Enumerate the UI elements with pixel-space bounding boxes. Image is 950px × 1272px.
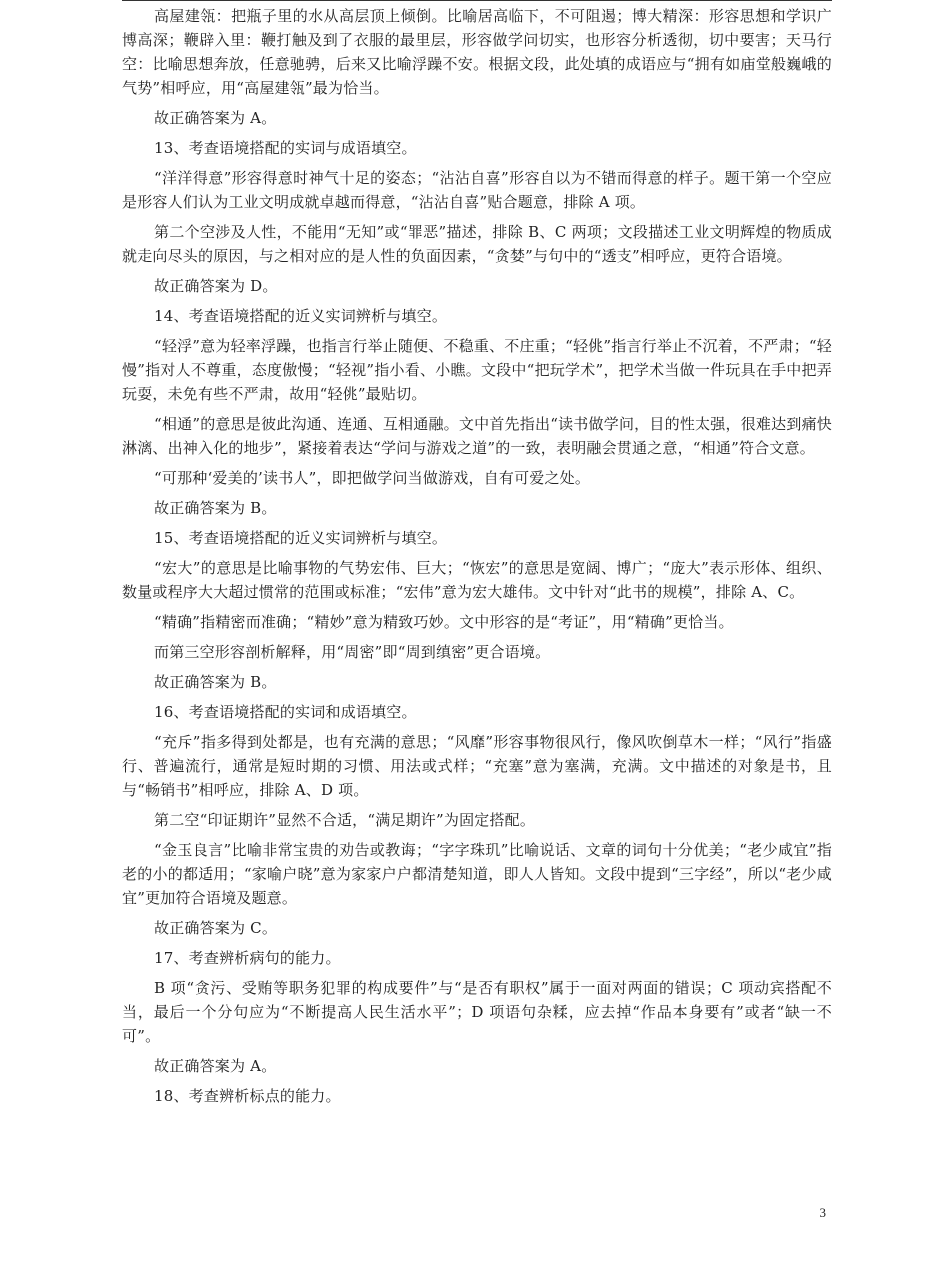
- question-18-heading: 18、考查辨析标点的能力。: [154, 1087, 341, 1105]
- question-13-analysis-2: 第二个空涉及人性，不能用“无知”或“罪恶”描述，排除 B、C 两项；文段描述工业文明辉煌的物质成就走向尽头的原因，与之相对应的是人性的负面因素，“贪婪”与句中的“透支”相呼应，更符合语境。: [122, 223, 832, 265]
- answer-14: 故正确答案为 B。: [154, 499, 277, 517]
- question-14-heading: 14、考查语境搭配的近义实词辨析与填空。: [154, 307, 448, 325]
- question-13-analysis-1: “洋洋得意”形容得意时神气十足的姿态；“沾沾自喜”形容自以为不错而得意的样子。题干第一个空应是形容人们认为工业文明成就卓越而得意，“沾沾自喜”贴合题意，排除 A 项。: [122, 169, 832, 211]
- question-15-analysis-2: “精确”指精密而准确；“精妙”意为精致巧妙。文中形容的是“考证”，用“精确”更恰当。: [154, 613, 734, 631]
- question-13-heading: 13、考查语境搭配的实词与成语填空。: [154, 139, 417, 157]
- header-rule: [122, 0, 832, 1]
- question-16-analysis-3: “金玉良言”比喻非常宝贵的劝告或教诲；“字字珠玑”比喻说话、文章的词句十分优美；“老少咸宜”指老的小的都适用；“家喻户晓”意为家家户户都清楚知道，即人人皆知。文段中提到“三字经”，所以“老少咸宜”更加符合语境及题意。: [122, 841, 832, 907]
- question-15-analysis-3: 而第三空形容剖析解释，用“周密”即“周到缜密”更合语境。: [154, 643, 551, 661]
- answer-17: 故正确答案为 A。: [154, 1057, 277, 1075]
- page-number: 3: [819, 1205, 826, 1220]
- question-17-heading: 17、考查辨析病句的能力。: [154, 949, 341, 967]
- question-15-heading: 15、考查语境搭配的近义实词辨析与填空。: [154, 529, 448, 547]
- question-16-analysis-1: “充斥”指多得到处都是，也有充满的意思；“风靡”形容事物很风行，像风吹倒草木一样；“风行”指盛行、普遍流行，通常是短时期的习惯、用法或式样；“充塞”意为塞满，充满。文中描述的对象是书，且与“畅销书”相呼应，排除 A、D 项。: [122, 733, 832, 799]
- question-14-analysis-1: “轻浮”意为轻率浮躁，也指言行举止随便、不稳重、不庄重；“轻佻”指言行举止不沉着，不严肃；“轻慢”指对人不尊重，态度傲慢；“轻视”指小看、小瞧。文段中“把玩学术”，把学术当做一件玩具在手中把弄玩耍，未免有些不严肃，故用“轻佻”最贴切。: [122, 337, 832, 403]
- question-14-analysis-2: “相通”的意思是彼此沟通、连通、互相通融。文中首先指出“读书做学问，目的性太强，很难达到痛快淋漓、出神入化的地步”，紧接着表达“学问与游戏之道”的一致，表明融会贯通之意，“相通”符合文意。: [122, 415, 832, 457]
- question-16-heading: 16、考查语境搭配的实词和成语填空。: [154, 703, 417, 721]
- question-17-analysis: B 项“贪污、受贿等职务犯罪的构成要件”与“是否有职权”属于一面对两面的错误；C 项动宾搭配不当，最后一个分句应为“不断提高人民生活水平”；D 项语句杂糅，应去掉“作品本身要有”或者“缺一不可”。: [122, 979, 832, 1045]
- answer-16: 故正确答案为 C。: [154, 919, 278, 937]
- paragraph-gaowujianling-explanation: 高屋建瓴：把瓶子里的水从高层顶上倾倒。比喻居高临下，不可阻遏；博大精深：形容思想和学识广博高深；鞭辟入里：鞭打触及到了衣服的最里层，形容做学问切实，也形容分析透彻，切中要害；天马行空：比喻思想奔放，任意驰骋，后来又比喻浮躁不安。根据文段，此处填的成语应与“拥有如庙堂般巍峨的气势”相呼应，用“高屋建瓴”最为恰当。: [122, 7, 832, 97]
- answer-15: 故正确答案为 B。: [154, 673, 277, 691]
- question-15-analysis-1: “宏大”的意思是比喻事物的气势宏伟、巨大；“恢宏”的意思是宽阔、博广；“庞大”表示形体、组织、数量或程序大大超过惯常的范围或标准；“宏伟”意为宏大雄伟。文中针对“此书的规模”，排除 A、C。: [122, 559, 832, 601]
- answer-12: 故正确答案为 A。: [154, 109, 277, 127]
- document-body: [122, 4, 832, 1114]
- question-14-analysis-3: “可那种‘爱美的’读书人”，即把做学问当做游戏，自有可爱之处。: [154, 469, 591, 487]
- answer-13: 故正确答案为 D。: [154, 277, 278, 295]
- question-16-analysis-2: 第二空“印证期许”显然不合适，“满足期许”为固定搭配。: [154, 811, 536, 829]
